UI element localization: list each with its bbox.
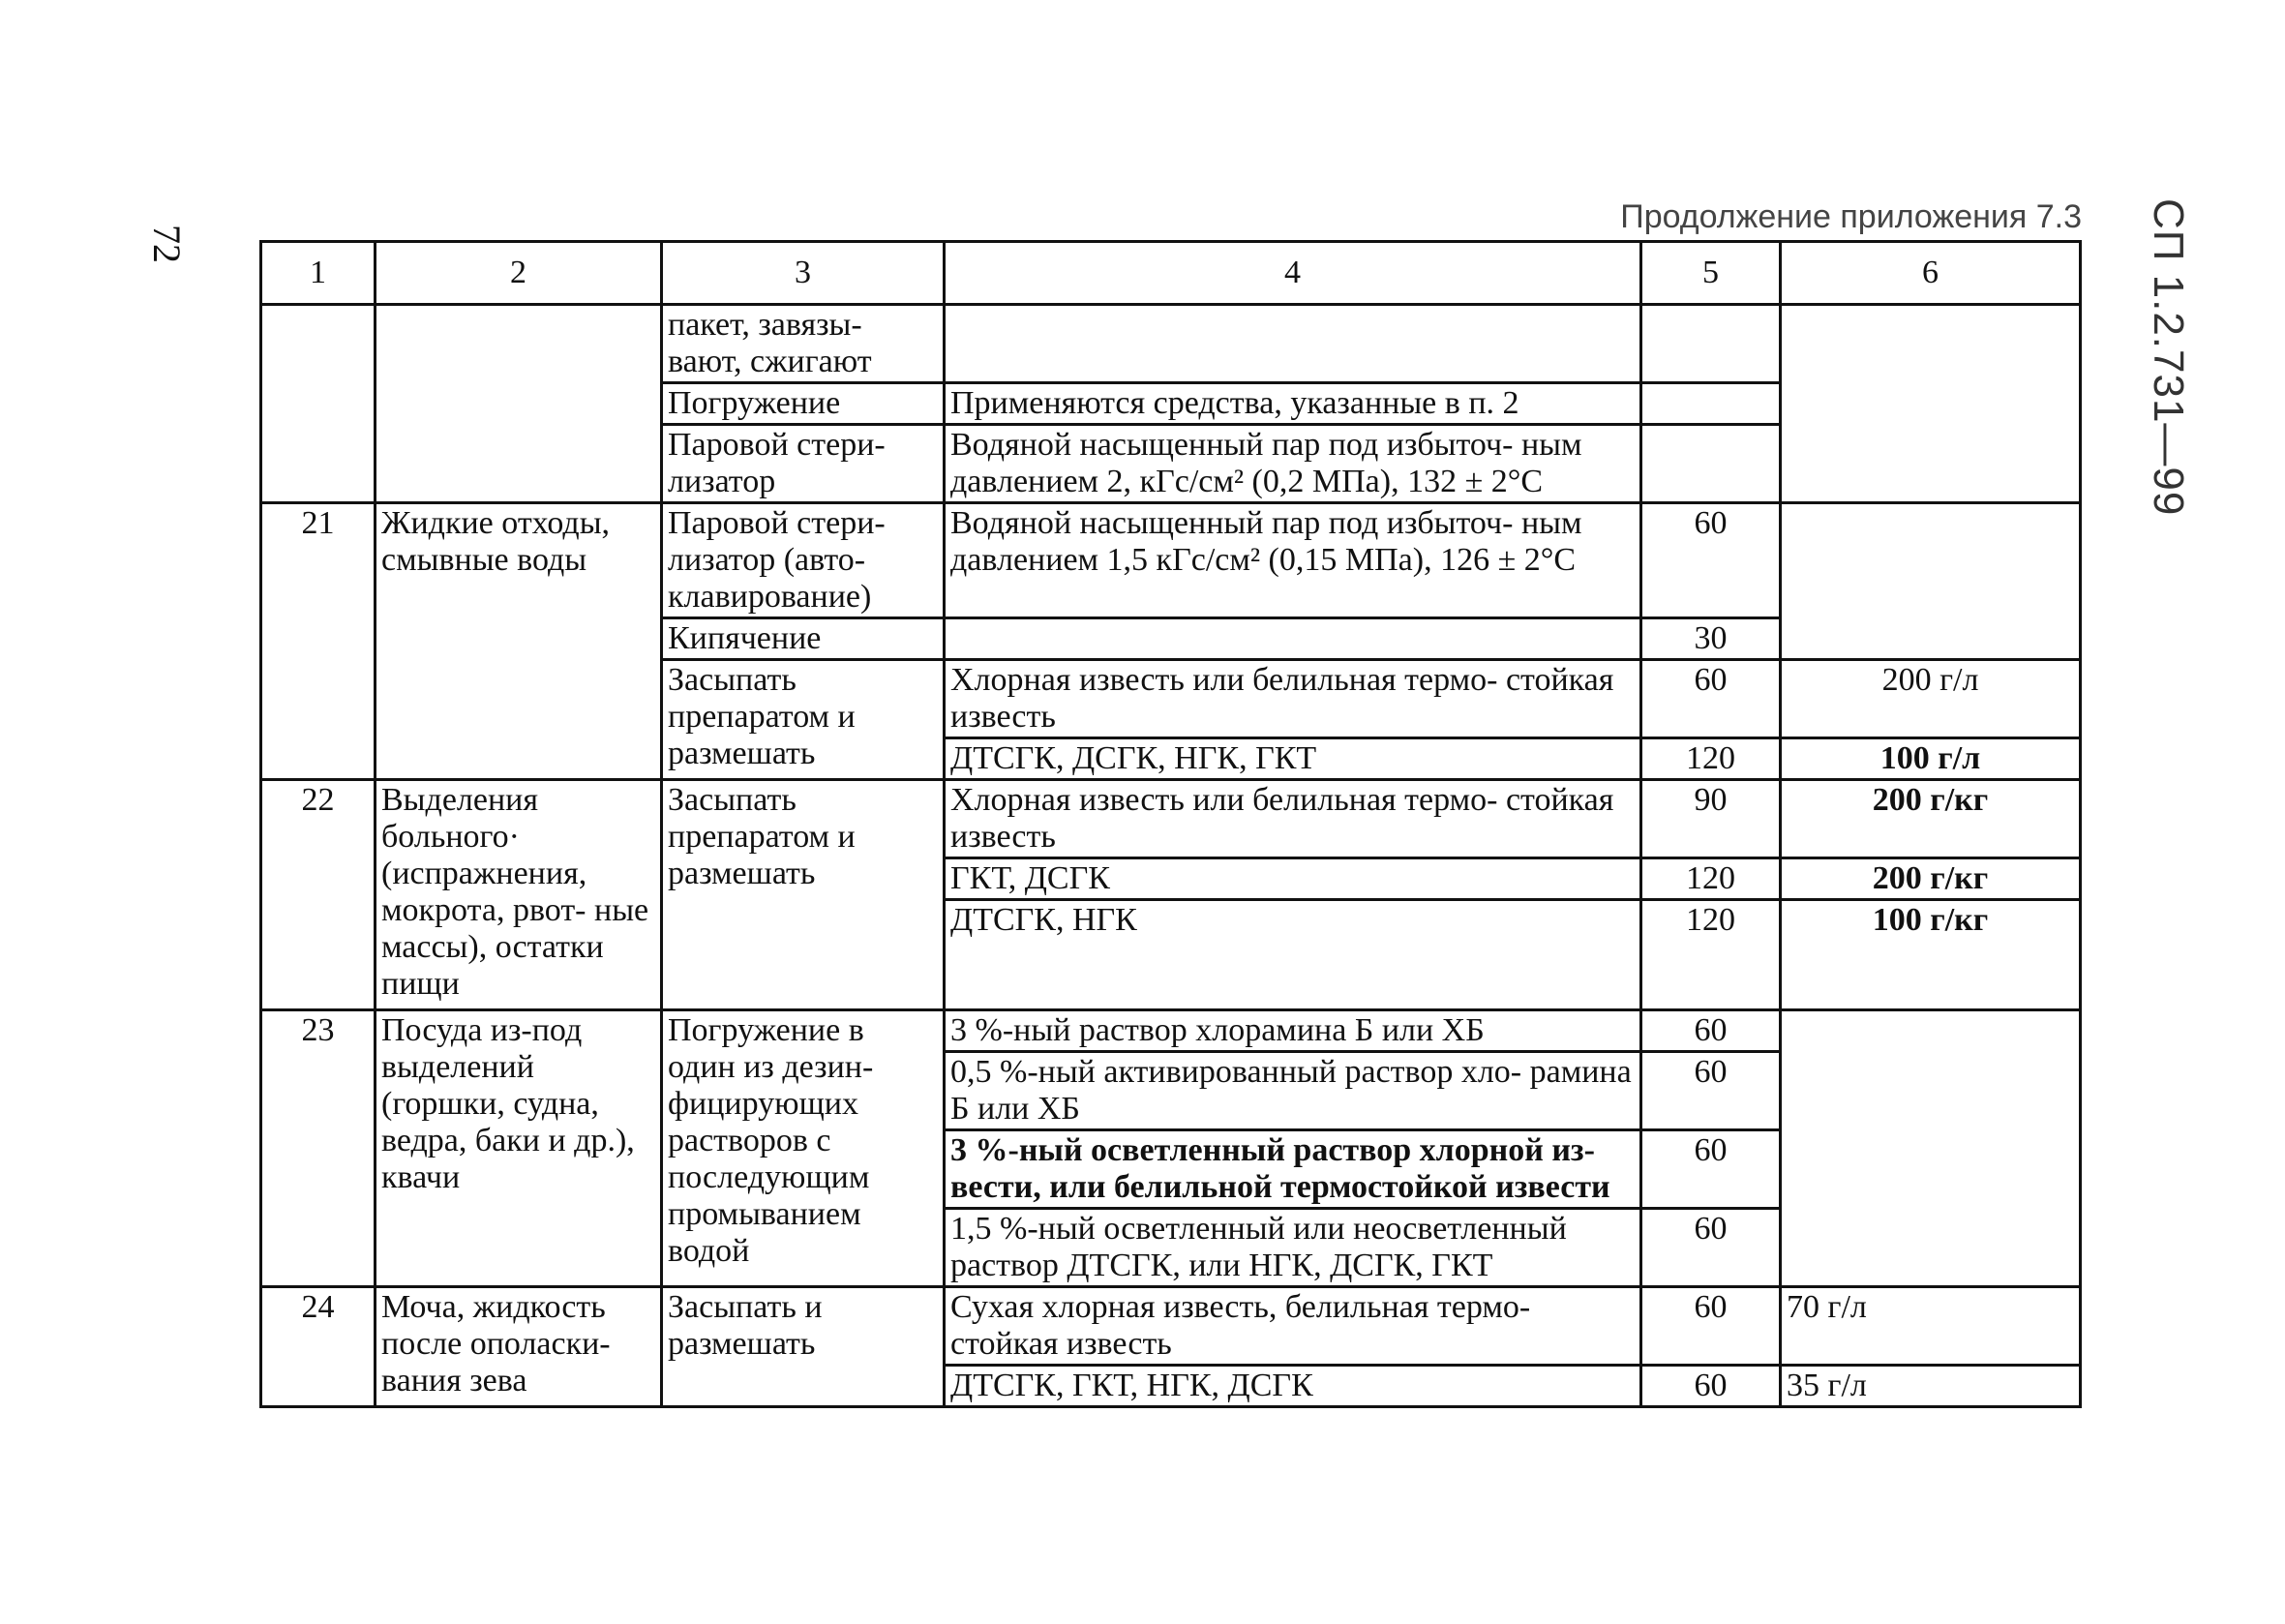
table-cell: Водяной насыщенный пар под избыточ- ным давлением 2, кГс/см² (0,2 МПа), 132 ± 2°С	[945, 425, 1641, 503]
table-cell: Засыпать и размешать	[662, 1287, 945, 1407]
table-cell	[1781, 305, 2081, 503]
table-cell: ГКТ, ДСГК	[945, 858, 1641, 900]
table-cell	[1641, 383, 1781, 425]
table-cell: 120	[1641, 900, 1781, 1010]
disinfection-table	[259, 240, 2082, 1408]
table-cell: 3 %-ный раствор хлорамина Б или ХБ	[945, 1010, 1641, 1052]
table-cell: Моча, жидкость после ополаски- вания зева	[376, 1287, 662, 1407]
table-row	[261, 1287, 2081, 1366]
table-cell: 120	[1641, 738, 1781, 780]
table-cell: 60	[1641, 1209, 1781, 1287]
table-cell: 60	[1641, 503, 1781, 618]
table-cell: 60	[1641, 660, 1781, 738]
table-cell: Водяной насыщенный пар под избыточ- ным давлением 1,5 кГс/см² (0,15 МПа), 126 ± 2°С	[945, 503, 1641, 618]
table-cell: 200 г/л	[1781, 660, 2081, 738]
table-cell: Жидкие отходы, смывные воды	[376, 503, 662, 780]
table-row	[261, 780, 2081, 858]
table-cell: 3 %-ный осветленный раствор хлорной из- вести, или белильной термостойкой извести	[945, 1130, 1641, 1209]
row-number: 24	[261, 1287, 376, 1407]
table-cell: Выделения больного· (испражнения, мокрота, рвот- ные массы), остатки пищи	[376, 780, 662, 1010]
table-row	[261, 503, 2081, 618]
table-cell: 60	[1641, 1010, 1781, 1052]
table-cell: 120	[1641, 858, 1781, 900]
table-cell: ДТСГК, НГК	[945, 900, 1641, 1010]
header-cell: 6	[1781, 242, 2081, 305]
table-cell: 100 г/л	[1781, 738, 2081, 780]
row-number: 23	[261, 1010, 376, 1287]
header-cell: 4	[945, 242, 1641, 305]
table-cell: Паровой стери- лизатор	[662, 425, 945, 503]
row-number: 22	[261, 780, 376, 1010]
table-cell: 70 г/л	[1781, 1287, 2081, 1366]
table-cell	[1641, 425, 1781, 503]
header-cell: 3	[662, 242, 945, 305]
table-cell: 0,5 %-ный активированный раствор хло- рамина Б или ХБ	[945, 1052, 1641, 1130]
table-cell	[1781, 503, 2081, 660]
table-cell: 100 г/кг	[1781, 900, 2081, 1010]
table-cell: Кипячение	[662, 618, 945, 660]
table-row	[261, 305, 2081, 383]
table-cell: 30	[1641, 618, 1781, 660]
table-cell: 1,5 %-ный осветленный или неосветленный раствор ДТСГК, или НГК, ДСГК, ГКТ	[945, 1209, 1641, 1287]
continuation-caption: Продолжение приложения 7.3	[1620, 198, 2082, 235]
row-number: 21	[261, 503, 376, 780]
header-cell: 1	[261, 242, 376, 305]
table-cell	[261, 305, 376, 503]
table-cell: 200 г/кг	[1781, 780, 2081, 858]
table-cell: Погружение в один из дезин- фицирующих растворов с последующим промыванием водой	[662, 1010, 945, 1287]
table-cell: Хлорная известь или белильная термо- стойкая известь	[945, 780, 1641, 858]
header-cell: 5	[1641, 242, 1781, 305]
table-cell: 90	[1641, 780, 1781, 858]
table-cell	[945, 618, 1641, 660]
table-cell: пакет, завязы- вают, сжигают	[662, 305, 945, 383]
table-cell	[1781, 1010, 2081, 1287]
table-cell: ДТСГК, ГКТ, НГК, ДСГК	[945, 1366, 1641, 1407]
table-cell: Хлорная известь или белильная термо- стойкая известь	[945, 660, 1641, 738]
table-cell: 60	[1641, 1052, 1781, 1130]
table-row	[261, 1010, 2081, 1052]
table-cell: Сухая хлорная известь, белильная термо- стойкая известь	[945, 1287, 1641, 1366]
table-cell: 60	[1641, 1130, 1781, 1209]
table-cell: Засыпать препаратом и размешать	[662, 660, 945, 780]
document-code: СП 1.2.731—99	[2145, 198, 2192, 517]
page-number: 72	[145, 225, 189, 263]
table-cell	[1641, 305, 1781, 383]
table-cell: 35 г/л	[1781, 1366, 2081, 1407]
table-cell: 60	[1641, 1366, 1781, 1407]
header-cell: 2	[376, 242, 662, 305]
table-cell: Применяются средства, указанные в п. 2	[945, 383, 1641, 425]
table-header-row	[261, 242, 2081, 305]
table-cell	[945, 305, 1641, 383]
table-cell: Погружение	[662, 383, 945, 425]
table-cell: Посуда из-под выделений (горшки, судна, ведра, баки и др.), квачи	[376, 1010, 662, 1287]
table-cell: ДТСГК, ДСГК, НГК, ГКТ	[945, 738, 1641, 780]
table-cell: 200 г/кг	[1781, 858, 2081, 900]
table-cell: Засыпать препаратом и размешать	[662, 780, 945, 1010]
table-cell: 60	[1641, 1287, 1781, 1366]
table-cell: Паровой стери- лизатор (авто- клавирование)	[662, 503, 945, 618]
table-cell	[376, 305, 662, 503]
